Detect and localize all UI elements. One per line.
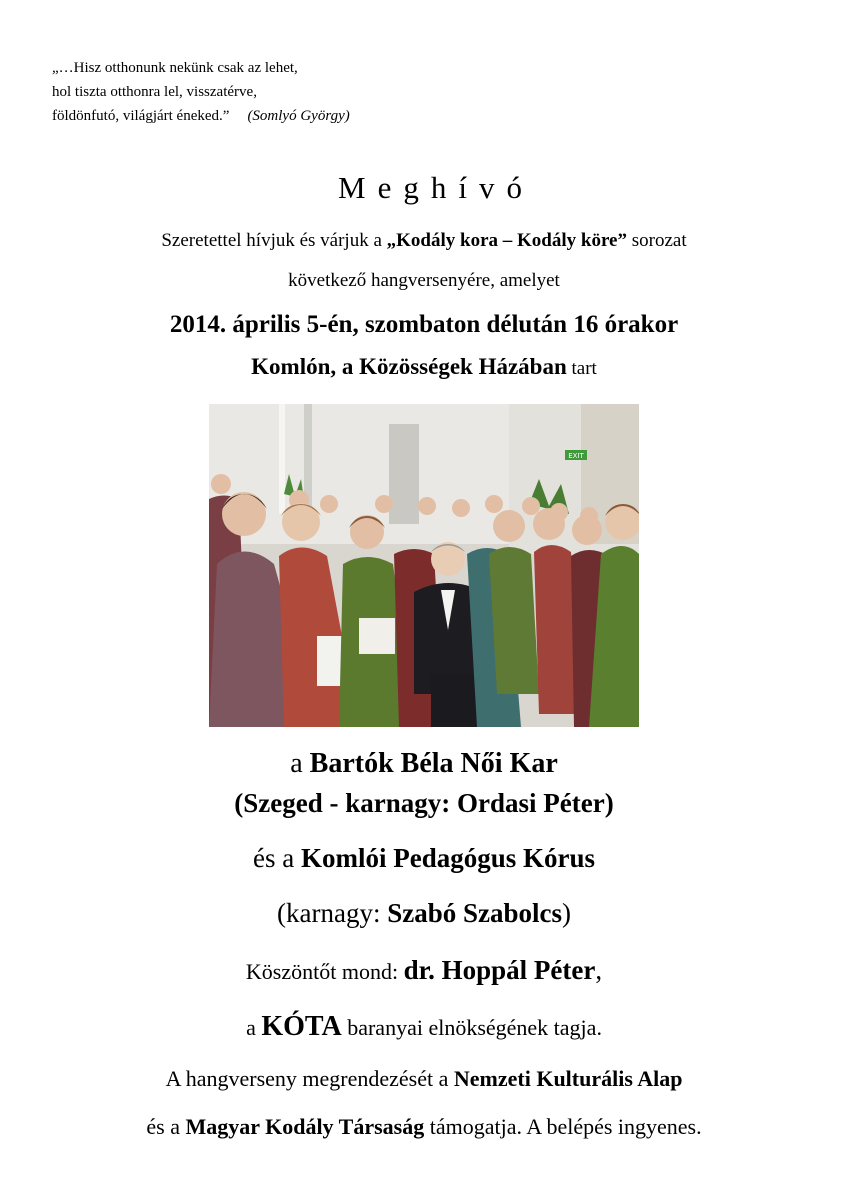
exit-sign-text: EXIT bbox=[568, 452, 584, 460]
conductor-pre: (karnagy: bbox=[277, 898, 388, 928]
intro-post: sorozat bbox=[627, 230, 687, 251]
intro-line-1 bbox=[0, 230, 848, 252]
quote-line-2: hol tiszta otthonra lel, visszatérve, bbox=[52, 84, 257, 100]
intro-line-2: következő hangversenyére, amelyet bbox=[288, 270, 560, 291]
performer-line-1 bbox=[0, 748, 848, 780]
conductor-post: ) bbox=[561, 898, 571, 928]
greeting-name: dr. Hoppál Péter bbox=[403, 955, 596, 985]
performer-line-3 bbox=[0, 843, 848, 874]
greeting-post: , bbox=[595, 955, 603, 985]
event-venue bbox=[0, 354, 848, 380]
greeting-org: KÓTA bbox=[261, 1011, 342, 1042]
venue-tail: tart bbox=[566, 358, 597, 379]
performer-2-name: Komlói Pedagógus Kórus bbox=[300, 843, 595, 873]
invitation-title: Meghívó bbox=[338, 170, 534, 205]
greeting-line-2 bbox=[0, 1011, 848, 1043]
support-society: Magyar Kodály Társaság bbox=[185, 1114, 425, 1139]
support-fund: Nemzeti Kulturális Alap bbox=[453, 1066, 683, 1091]
venue-name: Komlón, a Közösségek Házában bbox=[251, 354, 567, 379]
greeting-pre: Köszöntőt mond: bbox=[245, 959, 404, 984]
performer-line-2: (Szeged - karnagy: Ordasi Péter) bbox=[234, 788, 614, 818]
event-date: 2014. április 5-én, szombaton délután 16 órakor bbox=[169, 311, 679, 338]
conductor-name: Szabó Szabolcs bbox=[387, 898, 562, 928]
series-name: „Kodály kora – Kodály köre” bbox=[386, 230, 627, 251]
choir-photo bbox=[209, 404, 639, 727]
performer-2-pre: és a bbox=[252, 843, 301, 873]
performer-1-pre: a bbox=[290, 748, 310, 779]
support-line-2 bbox=[0, 1114, 848, 1140]
quote-line-3-text: földönfutó, világjárt éneked.” bbox=[52, 108, 230, 124]
quote-author: (Somlyó György) bbox=[247, 108, 350, 124]
support-l2-post: támogatja. A belépés ingyenes. bbox=[424, 1114, 702, 1139]
performer-line-4 bbox=[0, 898, 848, 929]
greeting-line-1 bbox=[0, 955, 848, 986]
quote-line-1: „…Hisz otthonunk nekünk csak az lehet, bbox=[52, 60, 298, 76]
intro-pre: Szeretettel hívjuk és várjuk a bbox=[161, 230, 387, 251]
opening-quote bbox=[52, 56, 350, 128]
greeting-l2-pre: a bbox=[246, 1015, 262, 1040]
support-line-1 bbox=[0, 1066, 848, 1092]
support-l1-pre: A hangverseny megrendezését a bbox=[165, 1066, 454, 1091]
performer-1-name: Bartók Béla Női Kar bbox=[309, 748, 558, 779]
support-l2-pre: és a bbox=[146, 1114, 186, 1139]
greeting-l2-post: baranyai elnökségének tagja. bbox=[341, 1015, 602, 1040]
quote-line-3 bbox=[52, 104, 350, 128]
